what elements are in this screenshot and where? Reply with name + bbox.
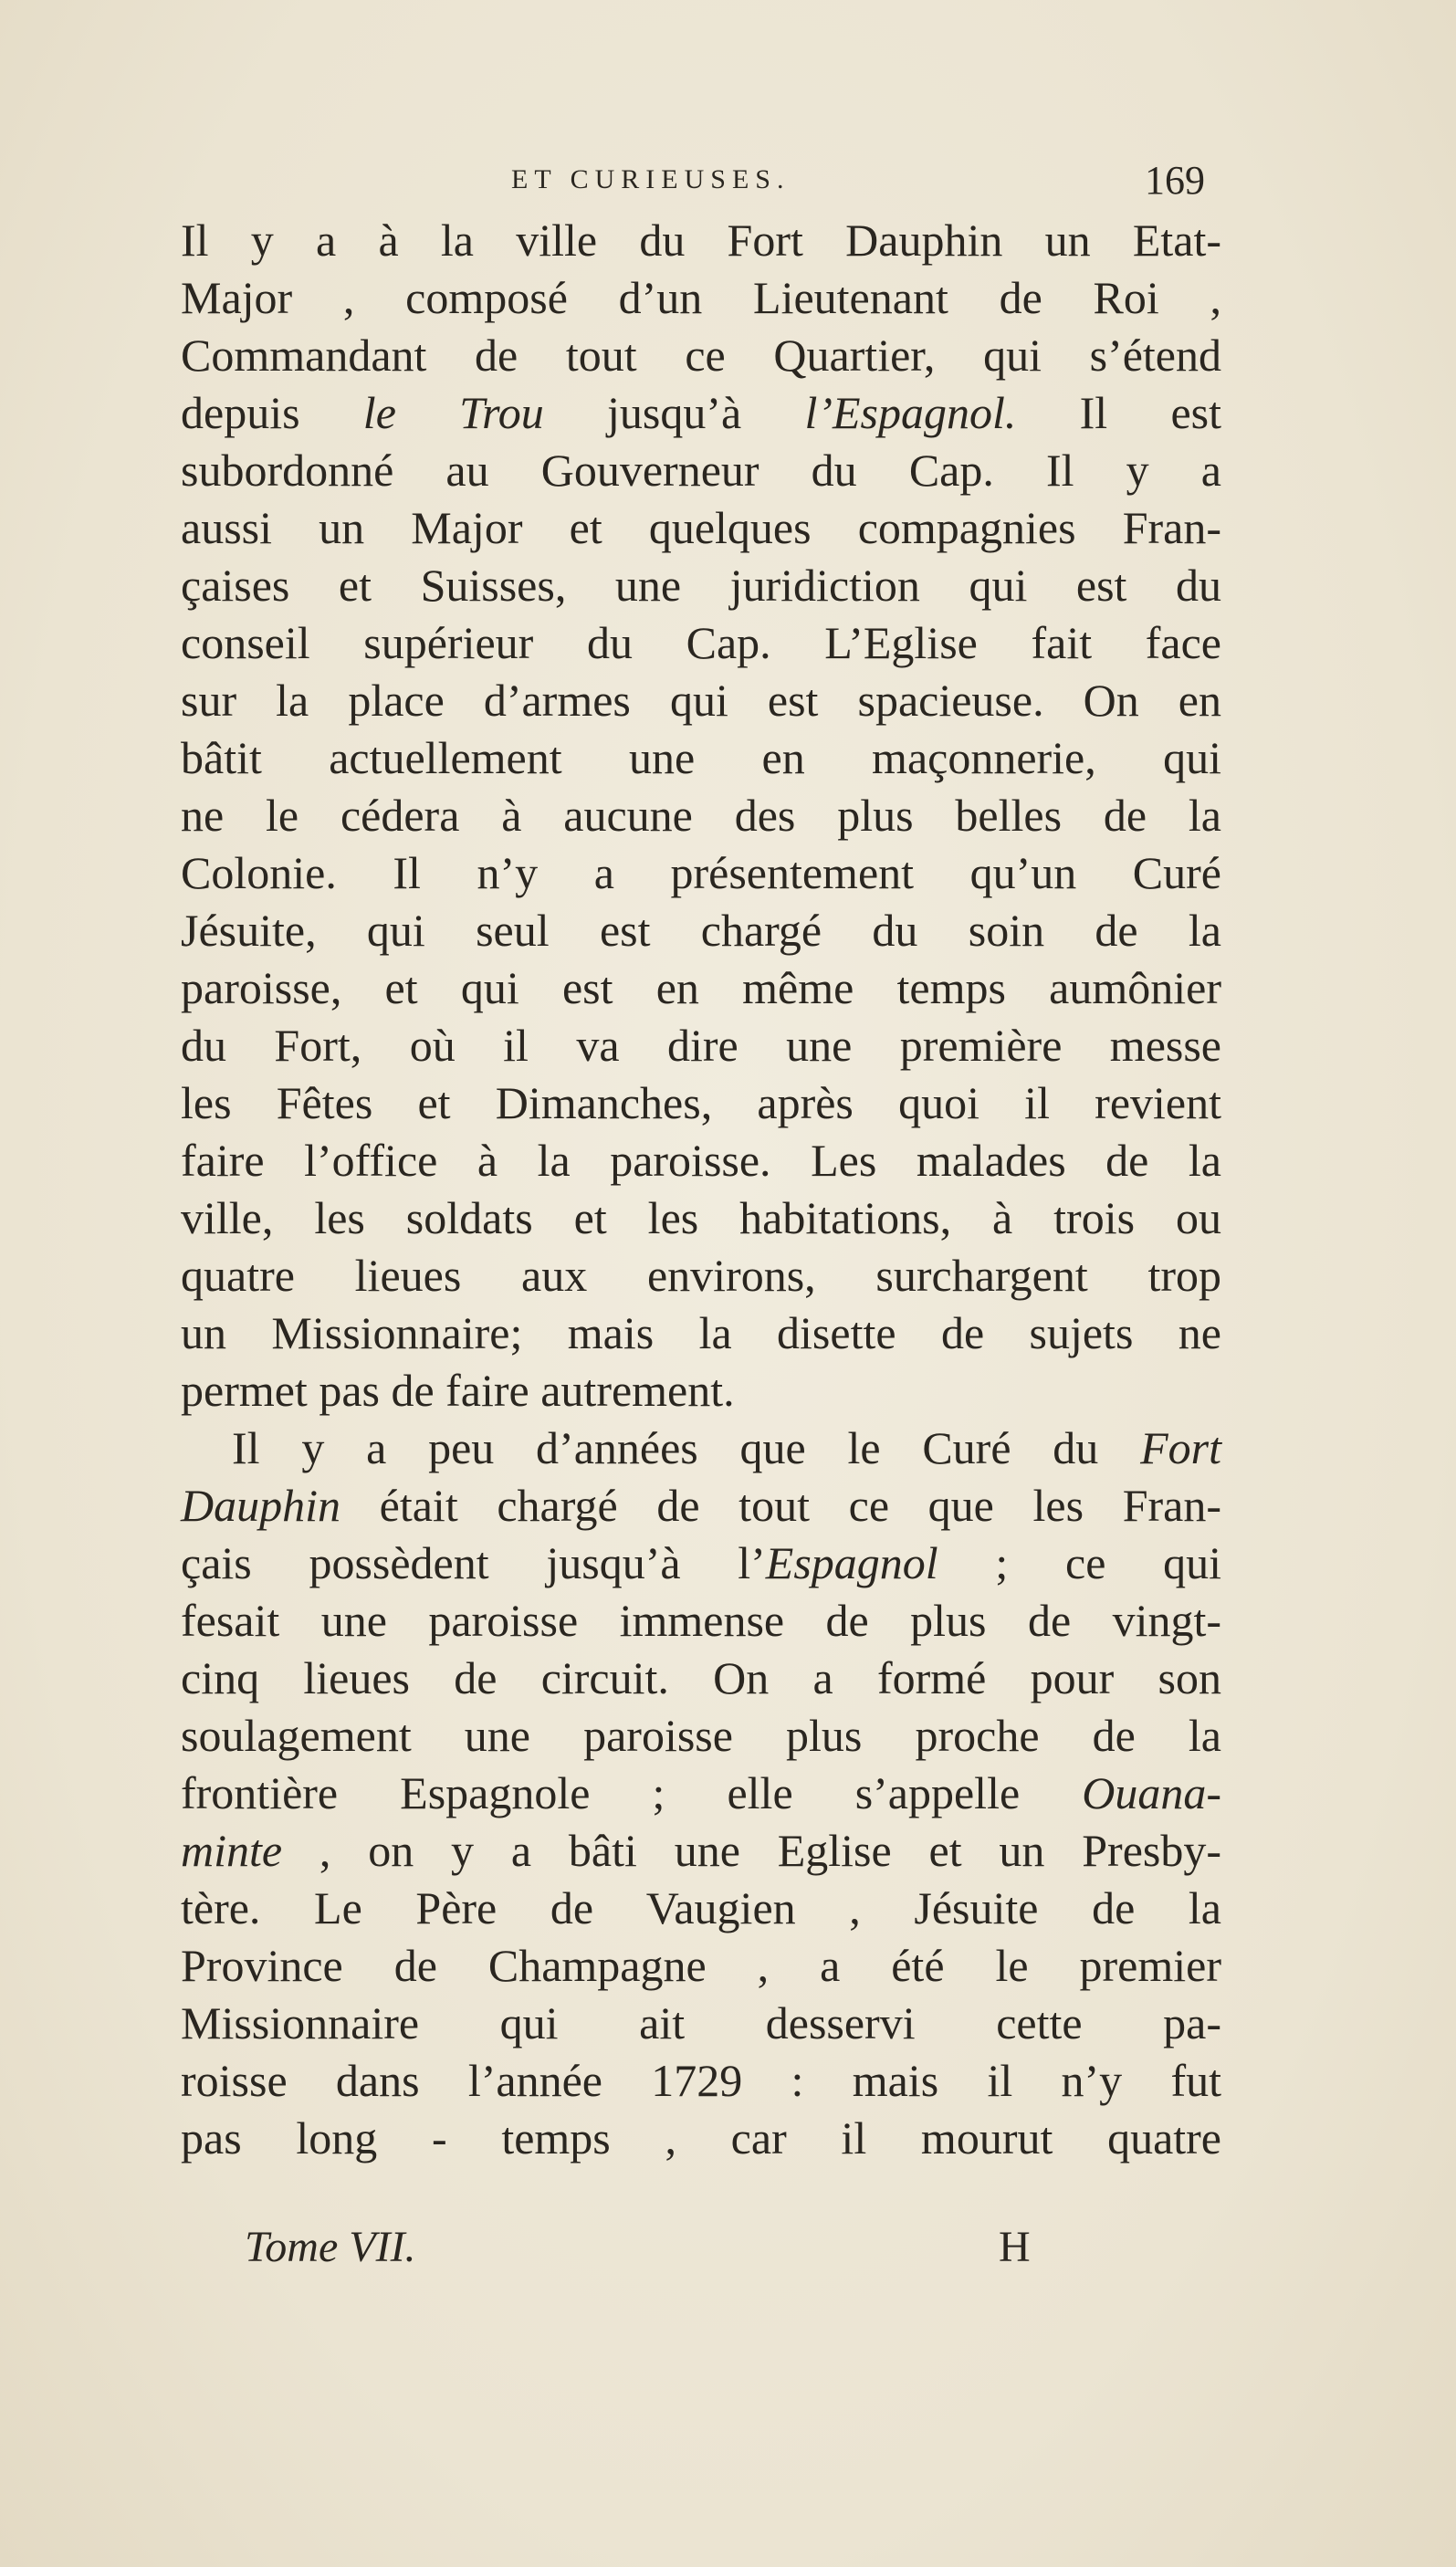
text-line: Missionnaire qui ait desservi cette pa- <box>181 1997 1221 2048</box>
text-line: minte , on y a bâti une Eglise et un Presby- <box>181 1825 1221 1876</box>
text-line: les Fêtes et Dimanches, après quoi il revient <box>181 1077 1221 1128</box>
text-line: fesait une paroisse immense de plus de vingt- <box>181 1595 1221 1646</box>
text-line: Il y a peu d’années que le Curé du Fort <box>232 1422 1221 1473</box>
text-line: aussi un Major et quelques compagnies Fran- <box>181 502 1221 553</box>
text-line: tère. Le Père de Vaugien , Jésuite de la <box>181 1882 1221 1933</box>
text-line: soulagement une paroisse plus proche de la <box>181 1710 1221 1761</box>
text-line: çaises et Suisses, une juridiction qui est du <box>181 560 1221 611</box>
page-header <box>511 158 1205 219</box>
text-line: çais possèdent jusqu’à l’Espagnol ; ce qui <box>181 1537 1221 1588</box>
text-line: cinq lieues de circuit. On a formé pour son <box>181 1652 1221 1703</box>
text-line: Province de Champagne , a été le premier <box>181 1940 1221 1991</box>
text-line: Jésuite, qui seul est chargé du soin de la <box>181 905 1221 956</box>
text-line: faire l’office à la paroisse. Les malades de la <box>181 1135 1221 1186</box>
signature-mark: H <box>999 2223 1031 2271</box>
text-line: frontière Espagnole ; elle s’appelle Ouana- <box>181 1767 1221 1818</box>
text-line: ne le cédera à aucune des plus belles de la <box>181 790 1221 841</box>
text-line: Major , composé d’un Lieutenant de Roi , <box>181 272 1221 323</box>
page-footer <box>245 2222 1066 2277</box>
text-line: roisse dans l’année 1729 : mais il n’y fut <box>181 2055 1221 2106</box>
text-line: un Missionnaire; mais la disette de sujets ne <box>181 1307 1221 1358</box>
text-line: quatre lieues aux environs, surchargent trop <box>181 1250 1221 1301</box>
text-line: permet pas de faire autrement. <box>181 1365 735 1416</box>
text-line: Colonie. Il n’y a présentement qu’un Curé <box>181 847 1221 898</box>
text-line: bâtit actuellement une en maçonnerie, qui <box>181 732 1221 783</box>
text-line: depuis le Trou jusqu’à l’Espagnol. Il est <box>181 387 1221 438</box>
volume-label: Tome VII. <box>245 2223 416 2271</box>
text-line: pas long - temps , car il mourut quatre <box>181 2112 1221 2164</box>
text-line: Dauphin était chargé de tout ce que les Fran- <box>181 1480 1221 1531</box>
page-number: 169 <box>1145 158 1205 203</box>
text-line: conseil supérieur du Cap. L’Eglise fait face <box>181 617 1221 668</box>
running-head: ET CURIEUSES. <box>511 164 791 194</box>
text-line: ville, les soldats et les habitations, à trois ou <box>181 1192 1221 1243</box>
text-line: Il y a à la ville du Fort Dauphin un Etat- <box>181 215 1221 266</box>
text-line: subordonné au Gouverneur du Cap. Il y a <box>181 445 1221 496</box>
body-text <box>181 212 1221 2167</box>
text-line: sur la place d’armes qui est spacieuse. On en <box>181 675 1221 726</box>
text-line: Commandant de tout ce Quartier, qui s’étend <box>181 330 1221 381</box>
text-line: paroisse, et qui est en même temps aumônier <box>181 962 1221 1013</box>
text-line: du Fort, où il va dire une première messe <box>181 1020 1221 1071</box>
